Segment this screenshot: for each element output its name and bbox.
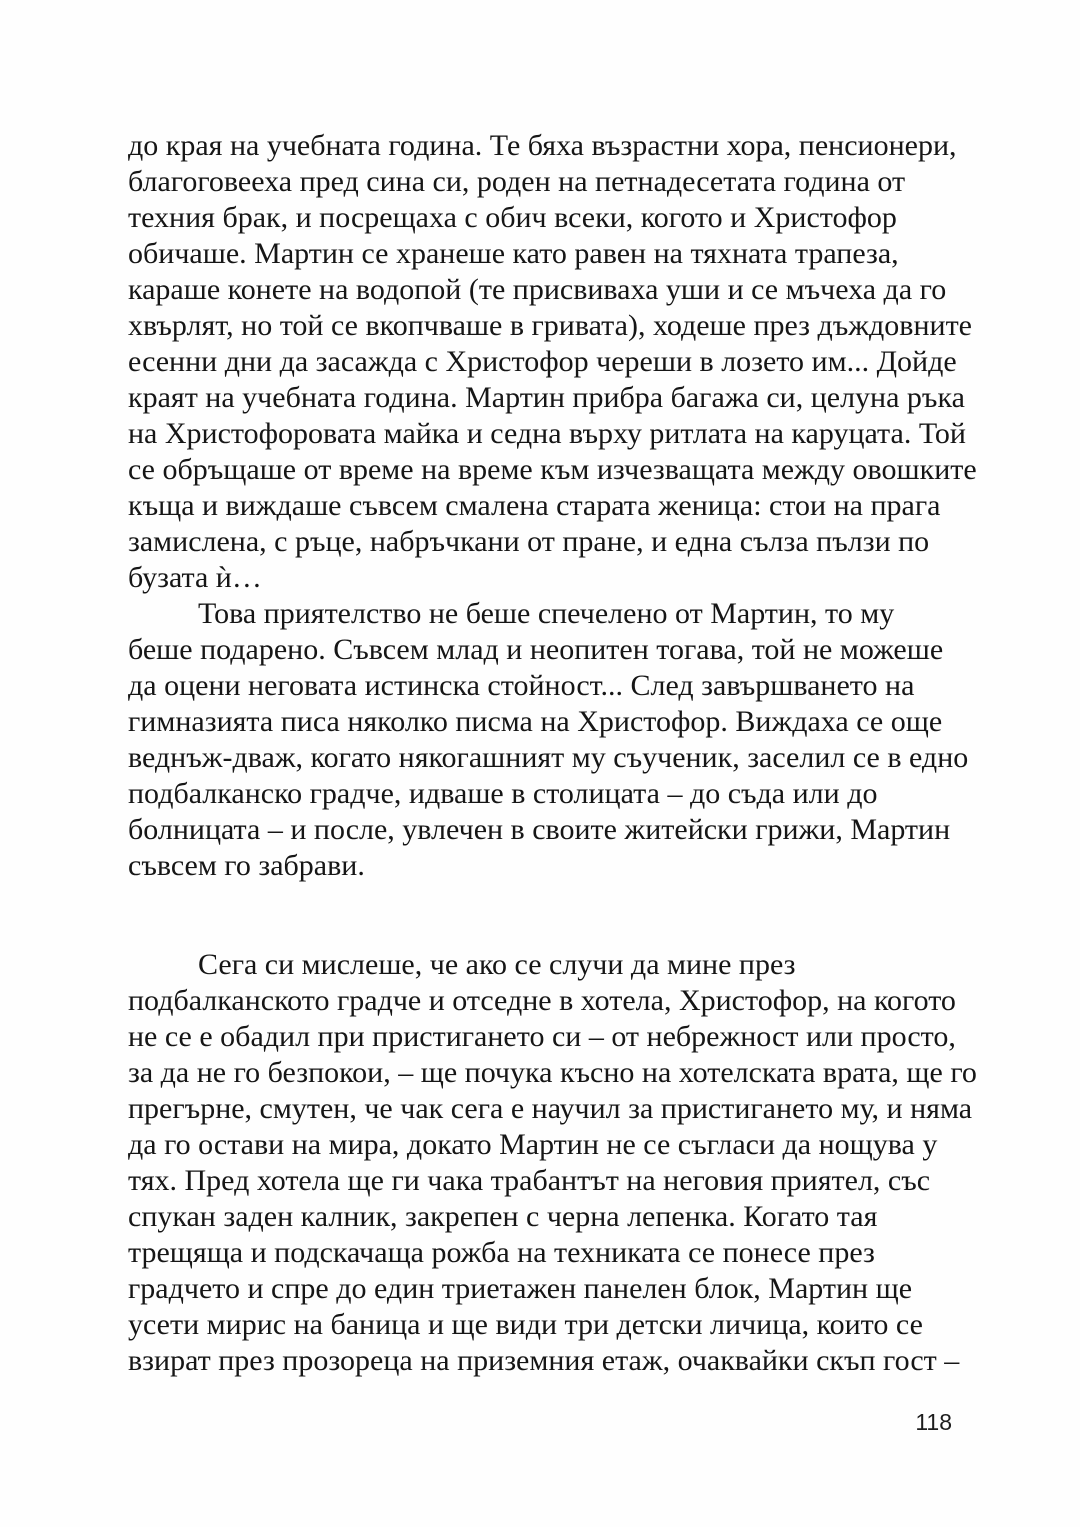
paragraph: [128, 128, 977, 596]
text-line: гимназията писа няколко писма на Христофор. Виждаха се още: [128, 705, 943, 738]
text-line: усети мирис на баница и ще види три детски личица, които се: [128, 1308, 923, 1341]
text-line: не се е обадил при пристигането си – от небрежност или просто,: [128, 1020, 956, 1053]
text-block: [128, 128, 977, 1379]
text-line: се обръщаше от време на време към изчезващата между овошките: [128, 453, 977, 486]
text-line: хвърлят, но той се вкопчваше в гривата), ходеше през дъждовните: [128, 309, 972, 342]
text-line: бузата ѝ…: [128, 561, 262, 594]
paragraph: [128, 947, 977, 1379]
text-line: до края на учебната година. Те бяха възрастни хора, пенсионери,: [128, 129, 957, 162]
text-line: взират през прозореца на приземния етаж, очаквайки скъп гост –: [128, 1344, 960, 1377]
page-number: 118: [915, 1409, 952, 1435]
text-line: есенни дни да засажда с Христофор череши в лозето им... Дойде: [128, 345, 957, 378]
text-line: трещяща и подскачаща рожба на техниката се понесе през: [128, 1236, 875, 1269]
text-line: на Христофоровата майка и седна върху ритлата на каруцата. Той: [128, 417, 966, 450]
text-line: караше конете на водопой (те присвиваха уши и се мъчеха да го: [128, 273, 947, 306]
paragraph: [128, 596, 969, 884]
text-line: веднъж-дваж, когато някогашният му съученик, заселил се в едно: [128, 741, 969, 774]
text-line: замислена, с ръце, набръчкани от пране, и една сълза пълзи по: [128, 525, 930, 558]
text-line: Сега си мислеше, че ако се случи да мине през: [198, 948, 796, 981]
text-line: да оцени неговата истинска стойност... След завършването на: [128, 669, 915, 702]
text-line: тях. Пред хотела ще ги чака трабантът на неговия приятел, със: [128, 1164, 931, 1197]
text-line: подбалканско градче, идваше в столицата – до съда или до: [128, 777, 878, 810]
text-line: краят на учебната година. Мартин прибра багажа си, целуна ръка: [128, 381, 965, 414]
text-line: благоговееха пред сина си, роден на петнадесетата година от: [128, 165, 906, 198]
text-line: съвсем го забрави.: [128, 849, 365, 882]
text-line: градчето и спре до един триетажен панелен блок, Мартин ще: [128, 1272, 913, 1305]
text-line: Това приятелство не беше спечелено от Мартин, то му: [198, 597, 895, 630]
text-line: спукан заден калник, закрепен с черна лепенка. Когато тая: [128, 1200, 878, 1233]
text-line: за да не го безпокои, – ще почука късно на хотелската врата, ще го: [128, 1056, 977, 1089]
text-line: техния брак, и посрещаха с обич всеки, когото и Христофор: [128, 201, 897, 234]
text-line: прегърне, смутен, че чак сега е научил за пристигането му, и няма: [128, 1092, 973, 1125]
text-line: обичаше. Мартин се хранеше като равен на тяхната трапеза,: [128, 237, 899, 270]
text-line: подбалканското градче и отседне в хотела, Христофор, на когото: [128, 984, 956, 1017]
text-line: беше подарено. Съвсем млад и неопитен тогава, той не можеше: [128, 633, 944, 666]
text-line: да го остави на мира, докато Мартин не се съгласи да нощува у: [128, 1128, 938, 1161]
text-line: болницата – и после, увлечен в своите житейски грижи, Мартин: [128, 813, 951, 846]
text-line: къща и виждаше съвсем смалена старата женица: стои на прага: [128, 489, 941, 522]
